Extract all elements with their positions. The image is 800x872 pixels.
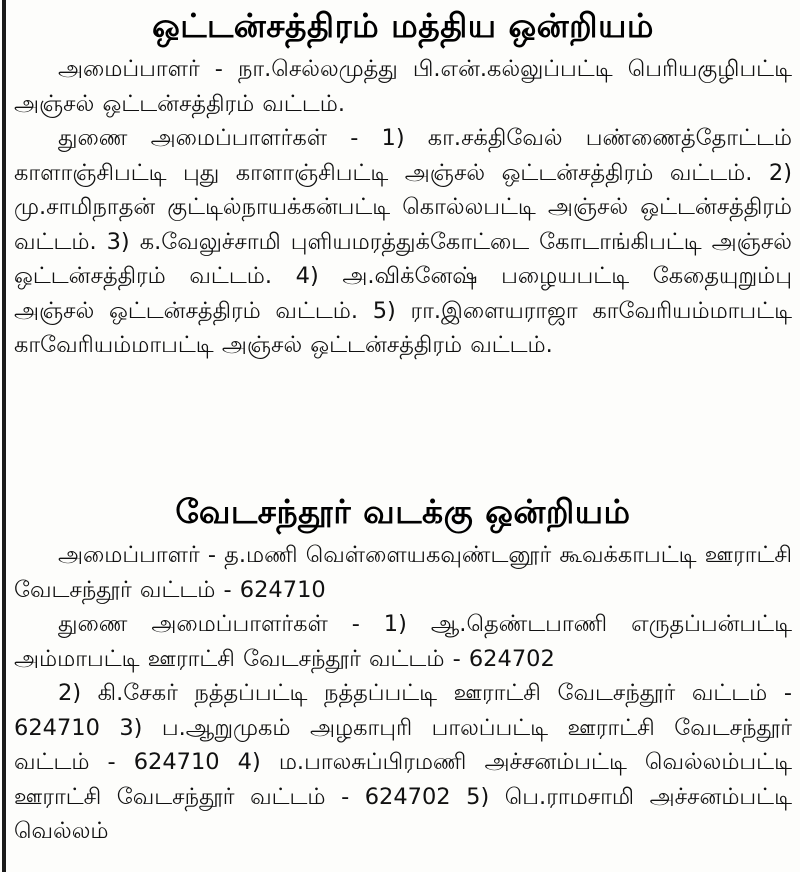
column-rule xyxy=(2,0,6,872)
organizer-paragraph: அமைப்பாளர் - நா.செல்லமுத்து பி.என்.கல்லுப்பட்டி பெரியகுழிபட்டி அஞ்சல் ஒட்டன்சத்திரம் வட்டம். xyxy=(14,56,792,117)
deputies-paragraph: துணை அமைப்பாளர்கள் - 1) ஆ.தெண்டபாணி எருதப்பன்பட்டி அம்மாபட்டி ஊராட்சி வேடசந்தூர் வட்டம் - 624702 xyxy=(14,611,792,672)
section-heading: வேடசந்தூர் வடக்கு ஒன்றியம் xyxy=(175,492,631,531)
deputies-continued-paragraph: 2) கி.சேகர் நத்தப்பட்டி நத்தப்பட்டி ஊராட்சி வேடசந்தூர் வட்டம் - 624710 3) ப.ஆறுமுகம் அழகாபுரி பாலப்பட்டி ஊராட்சி வேடசந்தூர் வட்டம் - 624710 4) ம.பாலசுப்பிரமணி அச்சனம்பட்டி வெல்லம்பட்டி ஊராட்சி வேடசந்தூர் வட்டம் - 624702 5) பெ.ராமசாமி அச்சனம்பட்டி வெல்லம் xyxy=(14,680,792,844)
section-oddanchatram-central xyxy=(14,0,792,363)
section-vedasandur-north xyxy=(14,486,792,849)
section-heading: ஒட்டன்சத்திரம் மத்திய ஒன்றியம் xyxy=(152,6,654,45)
deputies-paragraph: துணை அமைப்பாளர்கள் - 1) கா.சக்திவேல் பண்ணைத்தோட்டம் காளாஞ்சிபட்டி புது காளாஞ்சிபட்டி அஞ்சல் ஒட்டன்சத்திரம் வட்டம். 2) மு.சாமிநாதன் குட்டில்நாயக்கன்பட்டி கொல்லபட்டி அஞ்சல் ஒட்டன்சத்திரம் வட்டம். 3) க.வேலுச்சாமி புளியமரத்துக்கோட்டை கோடாங்கிபட்டி அஞ்சல் ஒட்டன்சத்திரம் வட்டம். 4) அ.விக்னேஷ் பழையபட்டி கேதையுறும்பு அஞ்சல் ஒட்டன்சத்திரம் வட்டம். 5) ரா.இளையராஜா காவேரியம்மாபட்டி காவேரியம்மாபட்டி அஞ்சல் ஒட்டன்சத்திரம் வட்டம். xyxy=(14,125,792,358)
organizer-paragraph: அமைப்பாளர் - த.மணி வெள்ளையகவுண்டனூர் கூவக்காபட்டி ஊராட்சி வேடசந்தூர் வட்டம் - 624710 xyxy=(14,542,792,603)
